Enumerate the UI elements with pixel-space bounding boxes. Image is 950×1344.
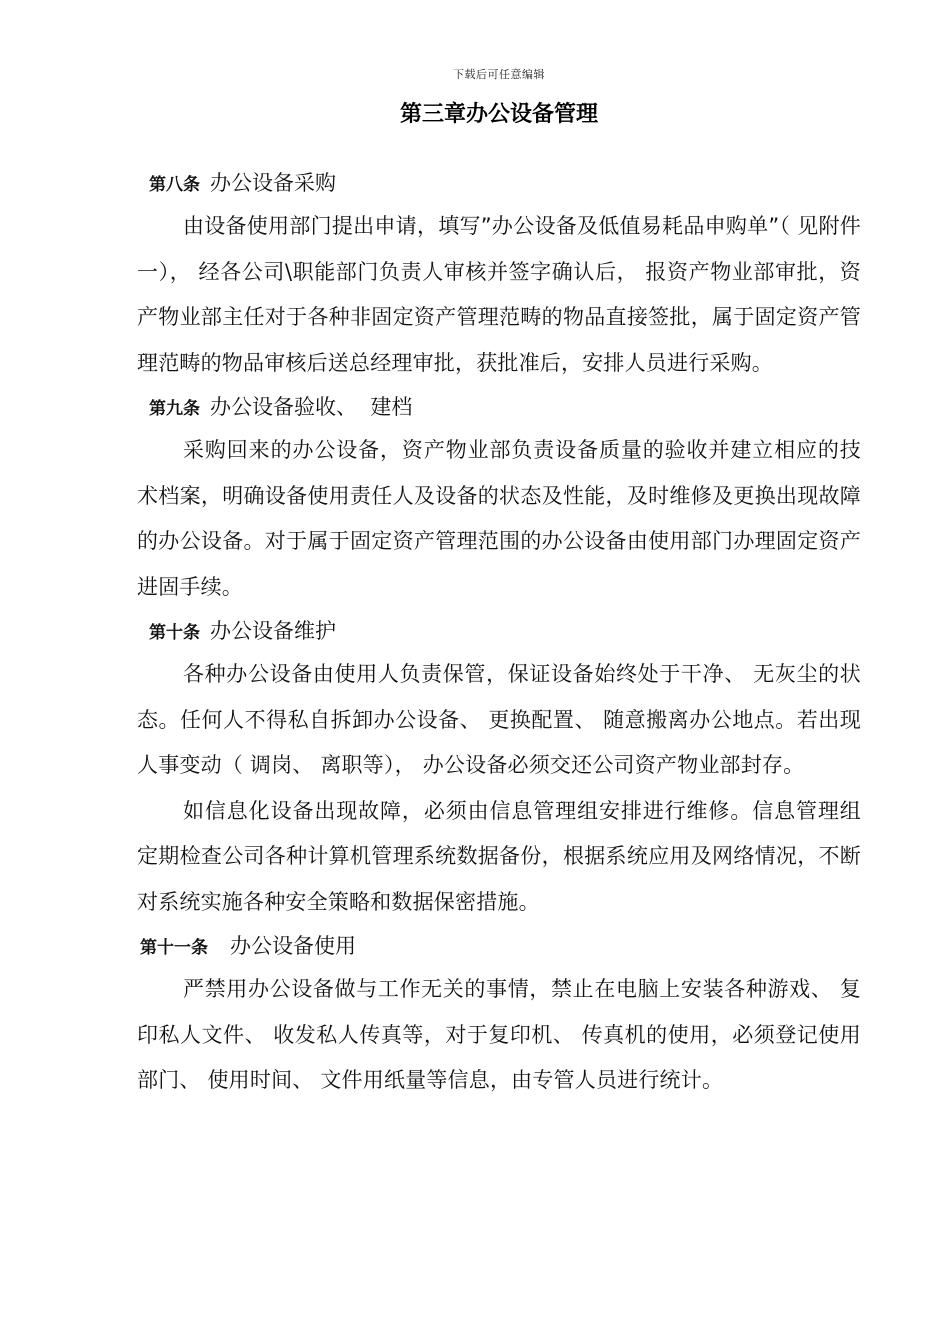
article-8: [137, 162, 861, 386]
article-paragraph: 由设备使用部门提出申请，填写”办公设备及低值易耗品申购单”（ 见附件一）， 经各公司\职能部门负责人审核并签字确认后， 报资产物业部审批，资产物业部主任对于各种非固定资产管理范畴的物品直接签批，属于固定资产管理范畴的物品审核后送总经理审批，获批准后，安排人员进行采购。: [137, 214, 861, 375]
article-name: 办公设备采购: [210, 171, 336, 195]
article-paragraph: 各种办公设备由使用人负责保管，保证设备始终处于干净、 无灰尘的状态。任何人不得私自拆卸办公设备、 更换配置、 随意搬离办公地点。若出现人事变动（ 调岗、 离职等）， 办公设备必须交还公司资产物业部封存。: [137, 662, 861, 777]
article-heading: [137, 925, 861, 967]
article-10: [137, 610, 861, 925]
article-number: 第八条: [149, 175, 200, 195]
article-9: [137, 386, 861, 610]
header-note: 下载后可任意编辑: [453, 68, 545, 81]
article-number: 第十条: [149, 623, 200, 643]
article-number: 第十一条: [140, 938, 208, 958]
article-number: 第九条: [149, 399, 200, 419]
article-paragraph: 如信息化设备出现故障，必须由信息管理组安排进行维修。信息管理组定期检查公司各种计算机管理系统数据备份，根据系统应用及网络情况，不断对系统实施各种安全策略和数据保密措施。: [137, 798, 861, 914]
article-name: 办公设备使用: [230, 934, 356, 958]
article-heading: [137, 162, 861, 204]
article-heading: [137, 386, 861, 428]
article-paragraph: 严禁用办公设备做与工作无关的事情，禁止在电脑上安装各种游戏、 复印私人文件、 收发私人传真等，对于复印机、 传真机的使用，必须登记使用部门、 使用时间、 文件用纸量等信息，由专管人员进行统计。: [137, 977, 861, 1092]
article-paragraph: 采购回来的办公设备，资产物业部负责设备质量的验收并建立相应的技术档案，明确设备使用责任人及设备的状态及性能，及时维修及更换出现故障的办公设备。对于属于固定资产管理范围的办公设备由使用部门办理固定资产进固手续。: [137, 438, 861, 599]
article-name: 办公设备验收、 建档: [210, 395, 413, 419]
chapter-title: 第三章办公设备管理: [399, 102, 598, 127]
document-body: [137, 162, 861, 1104]
article-heading: [137, 610, 861, 652]
article-name: 办公设备维护: [210, 619, 336, 643]
article-11: [137, 925, 861, 1104]
